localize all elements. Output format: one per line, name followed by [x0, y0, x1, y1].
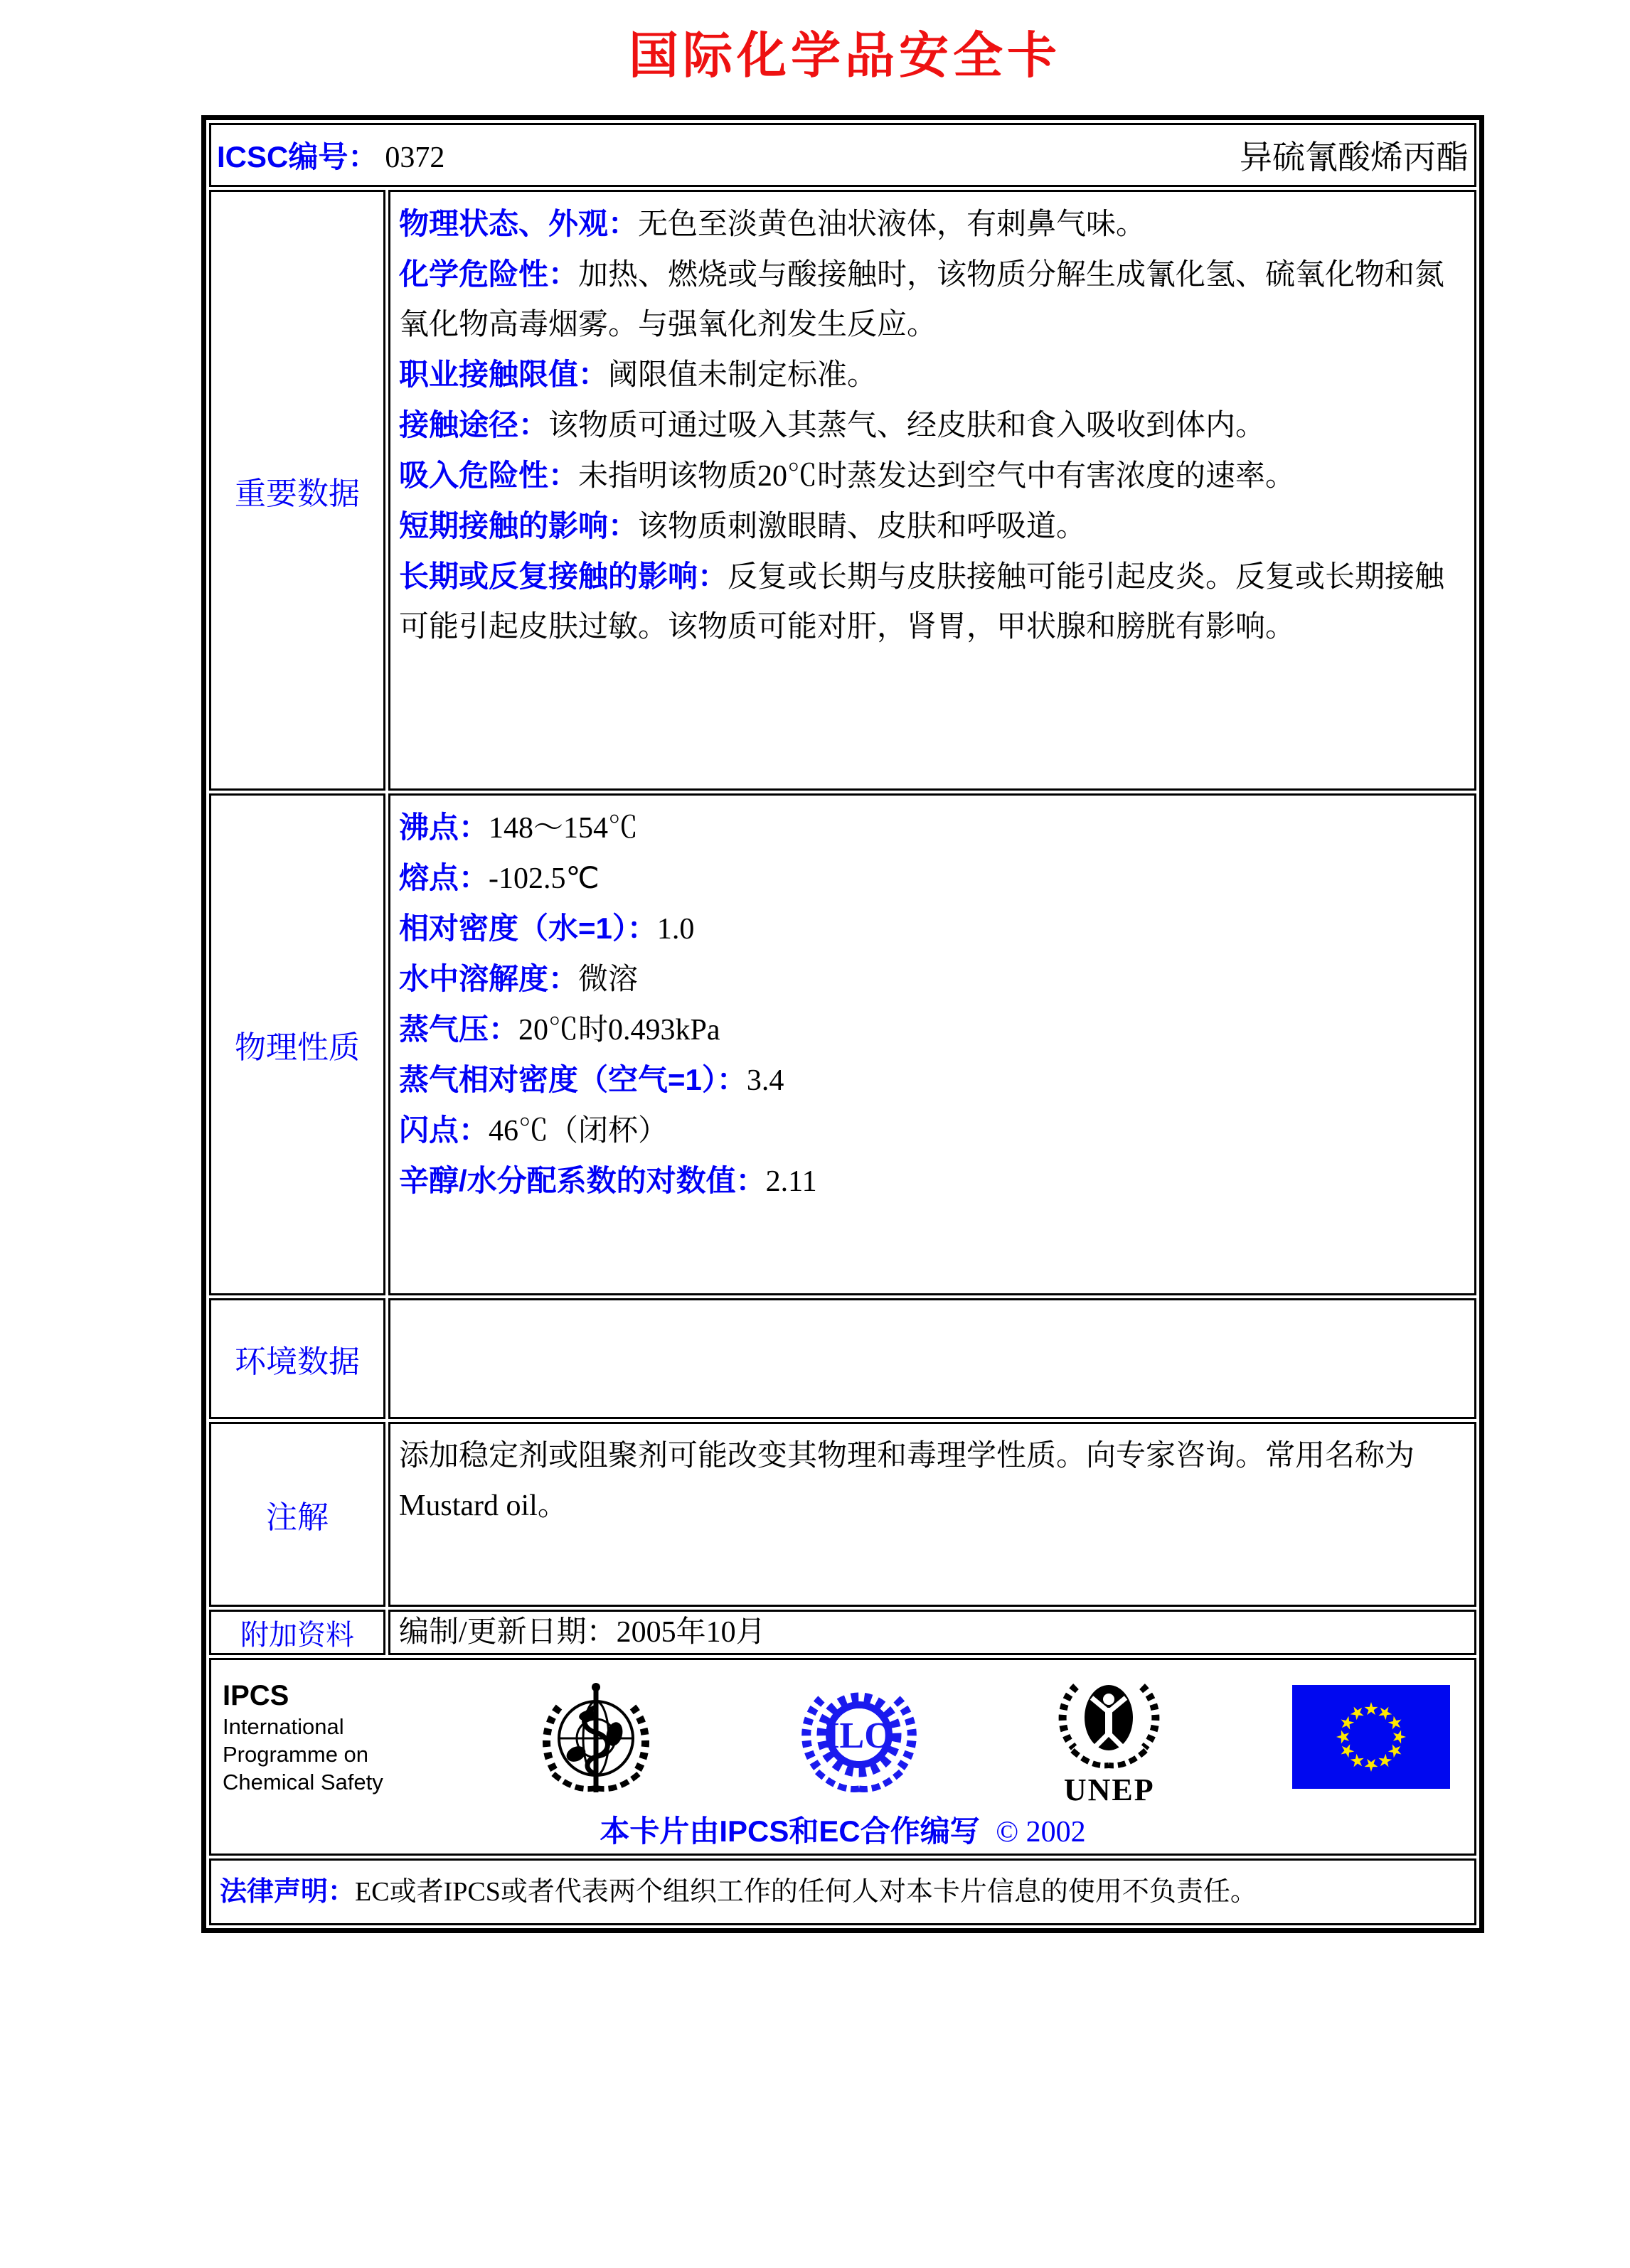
copyright-line: [218, 1808, 1467, 1851]
field-melting-point: 熔点：-102.5℃: [399, 861, 600, 895]
environmental-data-content: [388, 1298, 1476, 1419]
field-occupational-limit: 职业接触限值：阈限值未制定标准。: [399, 358, 878, 392]
field-exposure-routes: 接触途径：该物质可通过吸入其蒸气、经皮肤和食入吸收到体内。: [399, 408, 1266, 442]
logos-row: [209, 1658, 1476, 1856]
notes-content: [388, 1422, 1476, 1607]
icsc-number-group: [217, 134, 444, 176]
field-inhalation-risk: 吸入危险性：未指明该物质20℃时蒸发达到空气中有害浓度的速率。: [399, 459, 1296, 493]
field-vapor-density: 蒸气相对密度（空气=1）：3.4: [399, 1063, 784, 1097]
unep-logo-icon: [1050, 1668, 1168, 1775]
field-physical-state: 物理状态、外观：无色至淡黄色油状液体，有刺鼻气味。: [399, 207, 1146, 241]
icsc-number-value: 0372: [385, 141, 445, 174]
field-flash-point: 闪点：46℃（闭杯）: [399, 1113, 668, 1148]
icsc-card-table: [201, 115, 1484, 1933]
logo-strip: [218, 1666, 1467, 1808]
section-label-physical-properties: 物理性质: [209, 793, 385, 1295]
field-long-term-effects: 长期或反复接触的影响：反复或长期与皮肤接触可能引起皮炎。反复或长期接触可能引起皮肤过敏。该物质可能对肝，肾胃，甲状腺和膀胱有影响。: [399, 560, 1445, 643]
ipcs-line3: Chemical Safety: [223, 1769, 383, 1794]
logos-cell: [209, 1658, 1476, 1856]
important-data-content: [388, 190, 1476, 791]
eu-flag-icon: [1292, 1685, 1450, 1789]
field-octanol-water-coefficient: 辛醇/水分配系数的对数值：2.11: [399, 1164, 817, 1198]
important-data-row: [209, 190, 1476, 791]
unep-logo-block: [1050, 1668, 1168, 1806]
ilo-logo-text: ILO: [824, 1716, 893, 1756]
unep-logo-text: UNEP: [1063, 1772, 1155, 1807]
physical-properties-content: [388, 793, 1476, 1295]
field-short-term-effects: 短期接触的影响：该物质刺激眼睛、皮肤和呼吸道。: [399, 509, 1087, 543]
notes-text: 添加稳定剂或阻聚剂可能改变其物理和毒理学性质。向专家咨询。常用名称为Mustard oil。: [399, 1440, 1415, 1522]
environmental-data-row: [209, 1298, 1476, 1419]
physical-properties-row: [209, 793, 1476, 1295]
field-water-solubility: 水中溶解度：微溶: [399, 962, 639, 996]
legal-notice: [209, 1858, 1476, 1925]
legal-row: [209, 1858, 1476, 1925]
copyright-text: 本卡片由IPCS和EC合作编写: [600, 1814, 980, 1848]
section-label-notes: 注解: [209, 1422, 385, 1607]
field-vapor-pressure: 蒸气压：20℃时0.493kPa: [399, 1012, 720, 1047]
ipcs-acronym: IPCS: [223, 1679, 289, 1711]
chemical-name: 异硫氰酸烯丙酯: [1240, 139, 1469, 176]
section-label-environmental-data: 环境数据: [209, 1298, 385, 1419]
ipcs-line1: International: [223, 1713, 344, 1739]
field-boiling-point: 沸点：148～154℃: [399, 811, 639, 845]
notes-row: [209, 1422, 1476, 1607]
header-cell: [209, 123, 1476, 187]
field-chemical-danger: 化学危险性：加热、燃烧或与酸接触时，该物质分解生成氰化氢、硫氧化物和氮氧化物高毒烟雾。与强氧化剂发生反应。: [399, 257, 1445, 341]
who-logo-icon: [525, 1666, 667, 1808]
additional-info-content: 编制/更新日期：2005年10月: [388, 1610, 1476, 1655]
section-label-additional-info: 附加资料: [209, 1610, 385, 1655]
field-relative-density: 相对密度（水=1）：1.0: [399, 911, 695, 946]
additional-info-row: [209, 1610, 1476, 1655]
page-title: 国际化学品安全卡: [629, 28, 1061, 83]
legal-text: 法律声明：EC或者IPCS或者代表两个组织工作的任何人对本卡片信息的使用不负责任。: [220, 1877, 1257, 1907]
ilo-logo-icon: [792, 1669, 927, 1804]
section-label-important-data: 重要数据: [209, 190, 385, 791]
header-row: [209, 123, 1476, 187]
icsc-number-label: ICSC编号：: [217, 140, 378, 173]
copyright-year: © 2002: [996, 1816, 1086, 1849]
ipcs-line2: Programme on: [223, 1741, 369, 1767]
ipcs-text-block: [223, 1679, 400, 1796]
